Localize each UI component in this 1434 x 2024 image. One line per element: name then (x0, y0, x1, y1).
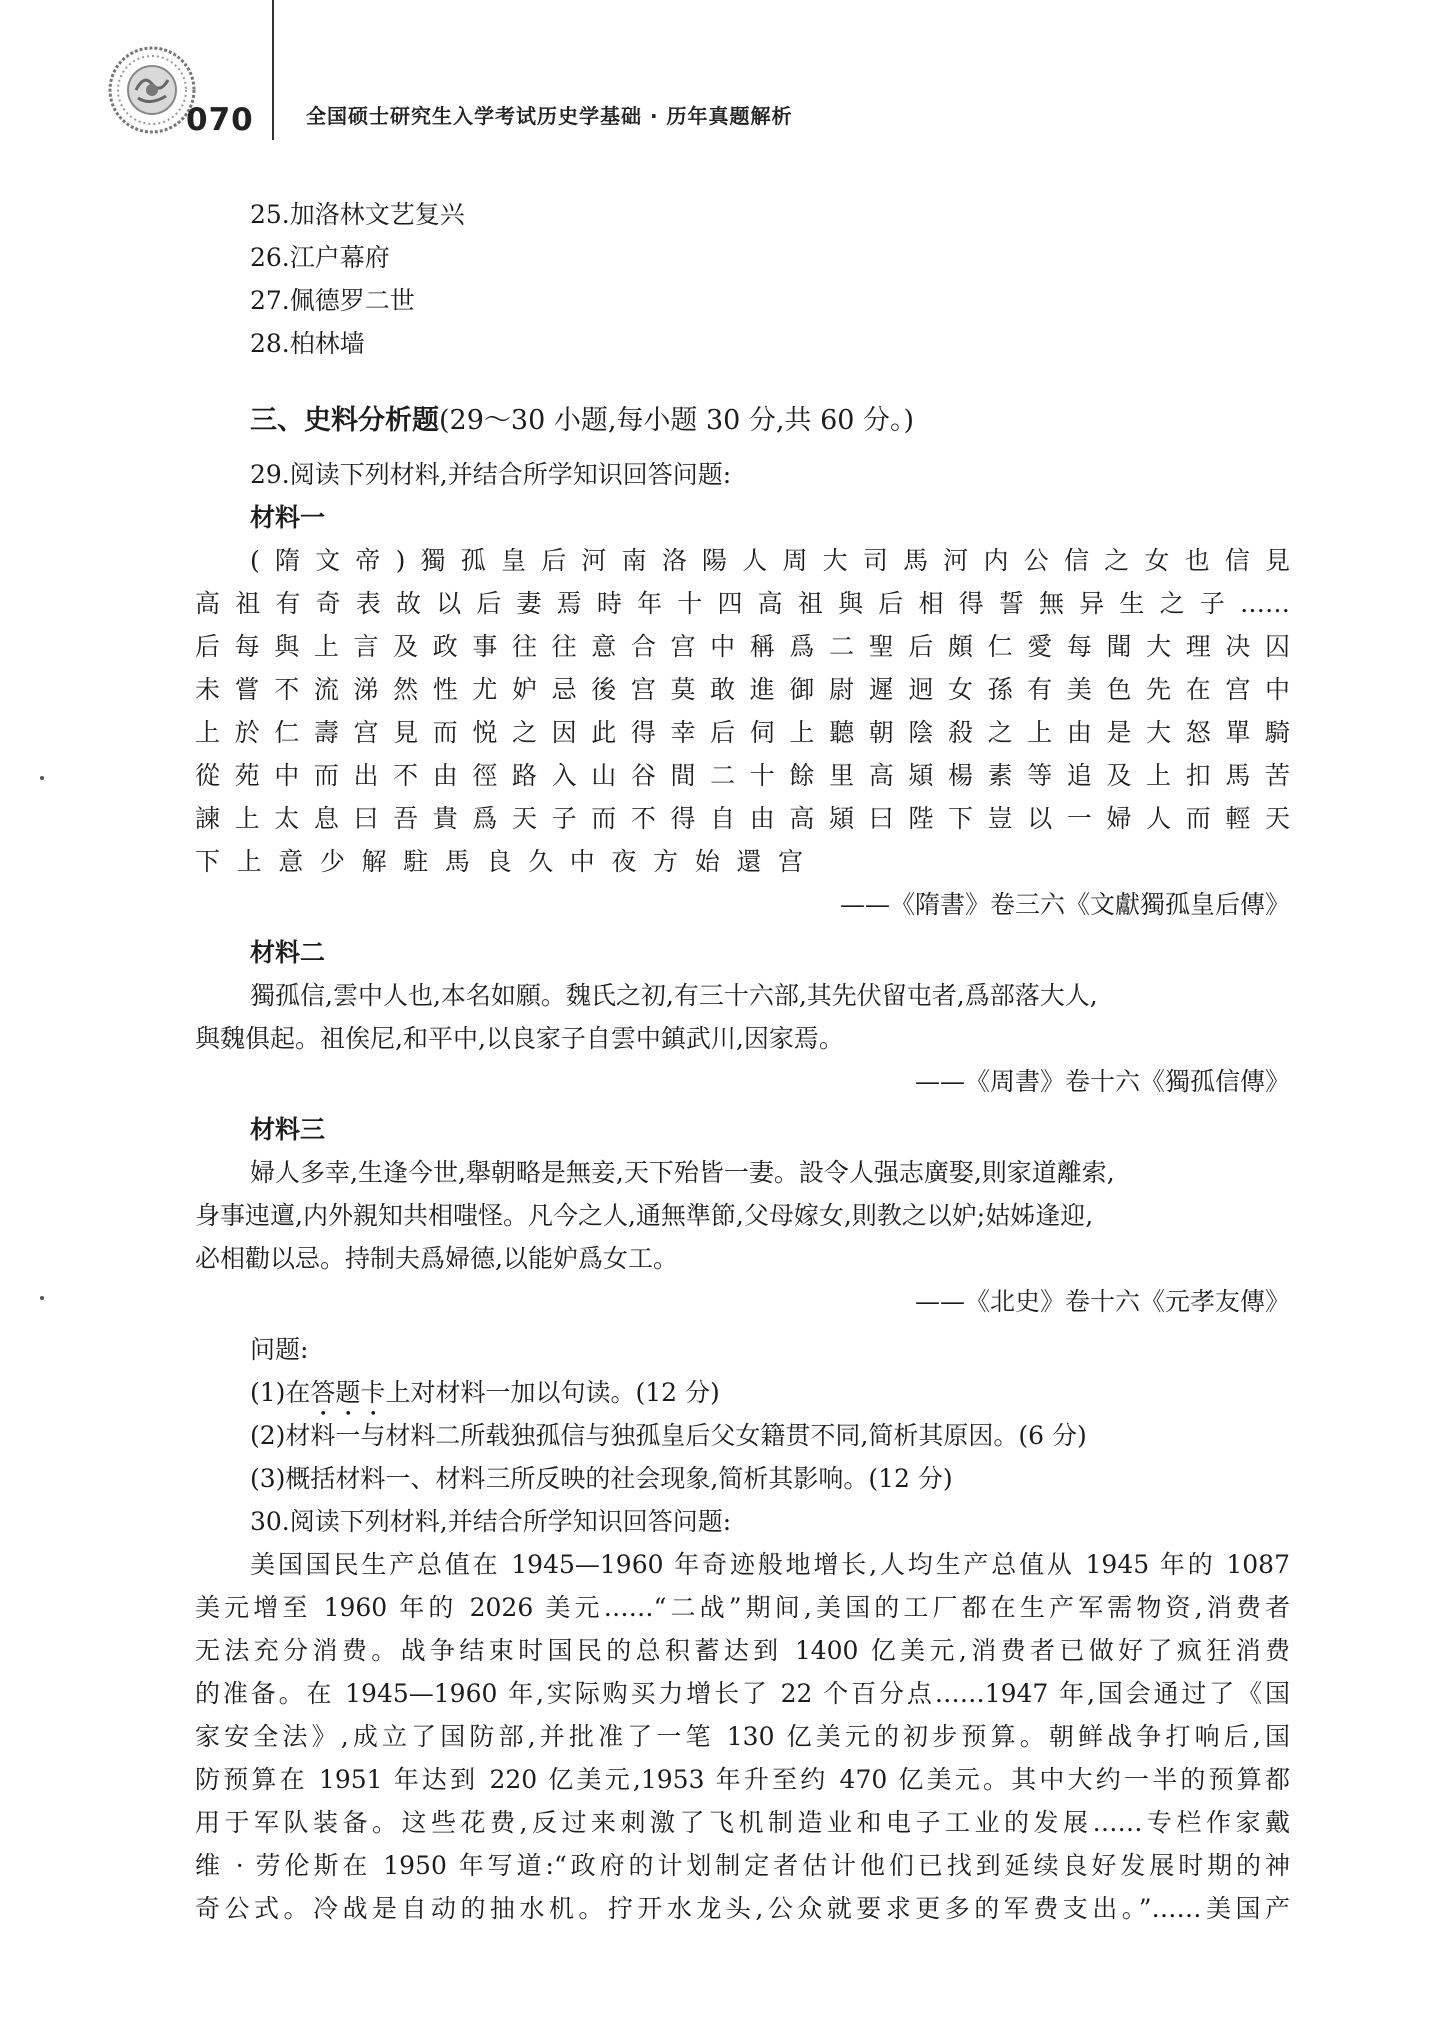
material-line: 美国国民生产总值在 1945—1960 年奇迹般地增长,人均生产总值从 1945 年的 1087 (250, 1550, 1290, 1579)
material-line: 高祖有奇表故以后妻焉時年十四高祖與后相得誓無异生之子…… (195, 589, 1290, 618)
material-title: 材料一 (250, 503, 326, 532)
emphasized-text: 答题卡 (310, 1378, 386, 1407)
material-title: 材料二 (250, 938, 326, 967)
material-line: 諫上太息曰吾貴爲天子而不得自由高熲曰陛下豈以一婦人而輕天 (195, 804, 1290, 833)
question-item (250, 1378, 1290, 1422)
material-line: 上於仁壽宫見而悦之因此得幸后伺上聽朝陰殺之上由是大怒單騎 (195, 718, 1290, 747)
material-line: 奇公式。冷战是自动的抽水机。拧开水龙头,公众就要求更多的军费支出。”……美国产 (195, 1894, 1290, 1923)
material-line: 從苑中而出不由徑路入山谷間二十餘里高熲楊素等追及上扣馬苦 (195, 761, 1290, 790)
page-number: 070 (186, 102, 254, 138)
section-heading-note: (29～30 小题,每小题 30 分,共 60 分。) (439, 405, 915, 436)
scan-speck (40, 776, 44, 780)
section-heading (250, 398, 914, 437)
material-source: ——《周書》卷十六《獨孤信傳》 (914, 1067, 1290, 1096)
material-title: 材料三 (250, 1115, 326, 1144)
material-line: 未嘗不流涕然性尤妒忌後宫莫敢進御尉遲迥女孫有美色先在宫中 (195, 675, 1290, 704)
material-line: 的准备。在 1945—1960 年,实际购买力增长了 22 个百分点……1947 年,国会通过了《国 (195, 1679, 1290, 1708)
scan-speck (40, 1296, 44, 1300)
term-item: 26.江户幕府 (250, 243, 390, 272)
question-text: 上对材料一加以句读。(12 分) (385, 1378, 720, 1407)
material-line: 后每與上言及政事往往意合宫中稱爲二聖后頗仁愛每聞大理决囚 (195, 632, 1290, 661)
material-line: 家安全法》,成立了国防部,并批准了一笔 130 亿美元的初步预算。朝鲜战争打响后,国 (195, 1722, 1290, 1751)
material-line: 獨孤信,雲中人也,本名如願。魏氏之初,有三十六部,其先伏留屯者,爲部落大人, (250, 981, 1098, 1010)
question-prompt: 30.阅读下列材料,并结合所学知识回答问题: (250, 1507, 732, 1536)
material-line: (隋文帝)獨孤皇后河南洛陽人周大司馬河内公信之女也信見 (250, 546, 1290, 575)
header-divider (272, 0, 274, 140)
material-line: 必相勸以忌。持制夫爲婦德,以能妒爲女工。 (195, 1244, 678, 1273)
question-item: (3)概括材料一、材料三所反映的社会现象,简析其影响。(12 分) (250, 1464, 953, 1493)
term-item: 28.柏林墙 (250, 329, 365, 358)
material-line: 防预算在 1951 年达到 220 亿美元,1953 年升至约 470 亿美元。其中大约一半的预算都 (195, 1765, 1290, 1794)
question-item: (2)材料一与材料二所载独孤信与独孤皇后父女籍贯不同,简析其原因。(6 分) (250, 1421, 1087, 1450)
question-prompt: 29.阅读下列材料,并结合所学知识回答问题: (250, 460, 732, 489)
material-line: 无法充分消费。战争结束时国民的总积蓄达到 1400 亿美元,消费者已做好了疯狂消费 (195, 1636, 1290, 1665)
question-text: (1)在 (250, 1378, 311, 1407)
material-source: ——《隋書》卷三六《文獻獨孤皇后傳》 (839, 890, 1290, 919)
term-item: 27.佩德罗二世 (250, 286, 415, 315)
material-source: ——《北史》卷十六《元孝友傳》 (914, 1287, 1290, 1316)
term-item: 25.加洛林文艺复兴 (250, 200, 465, 229)
decorative-seal-icon (106, 44, 198, 136)
material-line: 婦人多幸,生逢今世,舉朝略是無妾,天下殆皆一妻。設令人强志廣娶,則家道離索, (250, 1158, 1115, 1187)
material-line: 维 · 劳伦斯在 1950 年写道:“政府的计划制定者估计他们已找到延续良好发展时期的神 (195, 1851, 1290, 1880)
material-line: 美元增至 1960 年的 2026 美元……“二战”期间,美国的工厂都在生产军需物资,消费者 (195, 1593, 1290, 1622)
running-header-title: 全国硕士研究生入学考试历史学基础 · 历年真题解析 (306, 104, 793, 128)
material-line: 與魏俱起。祖俟尼,和平中,以良家子自雲中鎮武川,因家焉。 (195, 1024, 844, 1053)
questions-label: 问题: (250, 1335, 309, 1364)
material-line: 下上意少解駐馬良久中夜方始還宫 (195, 847, 803, 876)
material-line: 身事迍邅,内外親知共相嗤怪。凡今之人,通無準節,父母嫁女,則教之以妒;姑姊逢迎, (195, 1201, 1094, 1230)
material-line: 用于军队装备。这些花费,反过来刺激了飞机制造业和电子工业的发展……专栏作家戴 (195, 1808, 1290, 1837)
section-heading-title: 三、史料分析题 (250, 405, 439, 436)
